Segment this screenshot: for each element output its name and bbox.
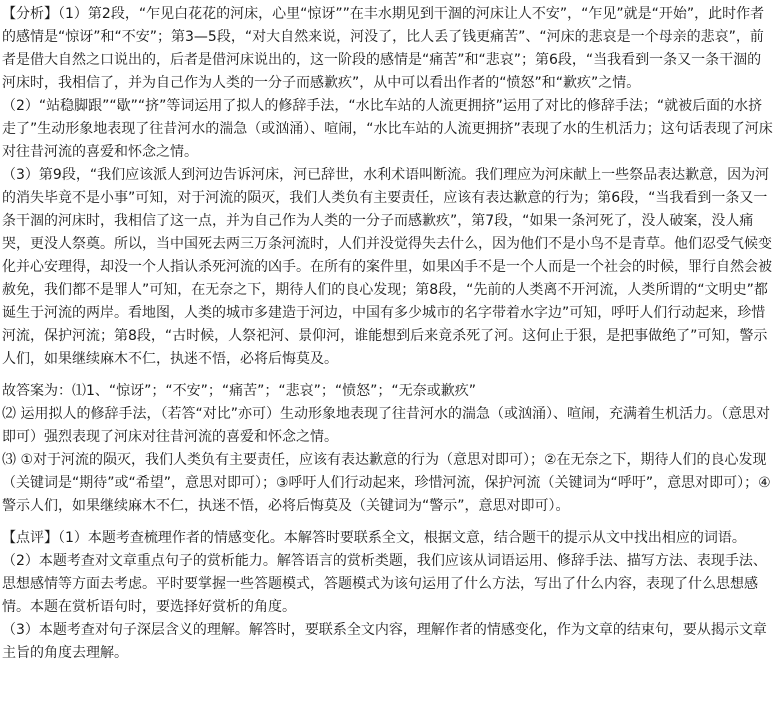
- comment-section: [2, 527, 774, 665]
- section-gap: [2, 371, 774, 380]
- analysis-section: [2, 3, 774, 371]
- answer-paragraph-2: ⑵ 运用拟人的修辞手法，（若答“对比”亦可）生动形象地表现了往昔河水的湍急（或汹涌）、喧闹，充满着生机活力。（意思对即可）强烈表现了河床对往昔河流的喜爱和怀念之情。: [2, 406, 770, 445]
- answer-section: [2, 380, 774, 518]
- comment-paragraph-1: 【点评】（1）本题考查梳理作者的情感变化。本解答时要联系全文，根据文意，结合题干的提示从文中找出相应的词语。: [2, 530, 746, 546]
- section-gap: [2, 518, 774, 527]
- comment-paragraph-2: （2）本题考查对文章重点句子的赏析能力。解答语言的赏析类题，我们应该从词语运用、修辞手法、描写方法、表现手法、思想感情等方面去考虑。平时要掌握一些答题模式，答题模式为该句运用了什么方法，写出了什么内容，表现了什么思想感情。本题在赏析语句时，要选择好赏析的角度。: [2, 553, 767, 615]
- analysis-paragraph-1: 【分析】（1）第2段，“乍见白花花的河床，心里“惊讶””在丰水期见到干涸的河床让人不安”，“乍见”就是“开始”，此时作者的感情是“惊讶”和“不安”；第3—5段，“对大自然来说，河没了，比人丢了钱更痛苦”、“河床的悲哀是一个母亲的悲哀”，前者是借大自然之口说出的，后者是借河床说出的，这一阶段的感情是“痛苦”和“悲哀”；第6段，“当我看到一条又一条干涸的河床时，我相信了，并为自己作为人类的一分子而感歉疚”，从中可以看出作者的“愤怒”和“歉疚”之情。: [2, 6, 765, 91]
- answer-paragraph-1: 故答案为：⑴1、“惊讶”；“不安”；“痛苦”；“悲哀”；“愤怒”；“无奈或歉疚”: [2, 383, 476, 399]
- answer-paragraph-3: ⑶ ①对于河流的陨灭，我们人类负有主要责任，应该有表达歉意的行为（意思对即可）；②在无奈之下，期待人们的良心发现（关键词是“期待”或“希望”，意思对即可）；③呼吁人们行动起来，珍惜河流，保护河流（关键词为“呼吁”，意思对即可）；④警示人们，如果继续麻木不仁，执迷不悟，必将后悔莫及（关键词为“警示”，意思对即可）。: [2, 452, 771, 514]
- analysis-paragraph-2: （2）“站稳脚跟”“歇”“挤”等词运用了拟人的修辞手法，“水比车站的人流更拥挤”运用了对比的修辞手法；“就被后面的水挤走了”生动形象地表现了往昔河水的湍急（或汹涌）、喧闹，“水比车站的人流更拥挤”表现了水的生机活力；这句话表现了河床对往昔河流的喜爱和怀念之情。: [2, 98, 773, 160]
- analysis-paragraph-3: （3）第9段，“我们应该派人到河边告诉河床，河已辞世，水利术语叫断流。我们理应为河床献上一些祭品表达歉意，因为河的消失毕竟不是小事”可知，对于河流的陨灭，我们人类负有主要责任，应该有表达歉意的行为；第6段，“当我看到一条又一条干涸的河床时，我相信了这一点，并为自己作为人类的一分子而感歉疚”，第7段，“如果一条河死了，没人破案，没人痛哭，更没人祭奠。所以，当中国死去两三万条河流时，人们并没觉得失去什么，因为他们不是小鸟不是青草。他们忍受气候变化并心安理得，却没一个人指认杀死河流的凶手。在所有的案件里，如果凶手不是一个人而是一个社会的时候，罪行自然会被赦免，我们都不是罪人”可知，在无奈之下，期待人们的良心发现；第8段，“先前的人类离不开河流，人类所谓的“文明史”都诞生于河流的两岸。看地图，人类的城市多建造于河边，中国有多少城市的名字带着水字边”可知，呼吁人们行动起来，珍惜河流，保护河流；第8段，“古时候，人祭祀河、景仰河，谁能想到后来竟杀死了河。这何止于狠，是把事做绝了”可知，警示人们，如果继续麻木不仁，执迷不悟，必将后悔莫及。: [2, 167, 772, 367]
- comment-paragraph-3: （3）本题考查对句子深层含义的理解。解答时，要联系全文内容，理解作者的情感变化，作为文章的结束句，要从揭示文章主旨的角度去理解。: [2, 622, 767, 661]
